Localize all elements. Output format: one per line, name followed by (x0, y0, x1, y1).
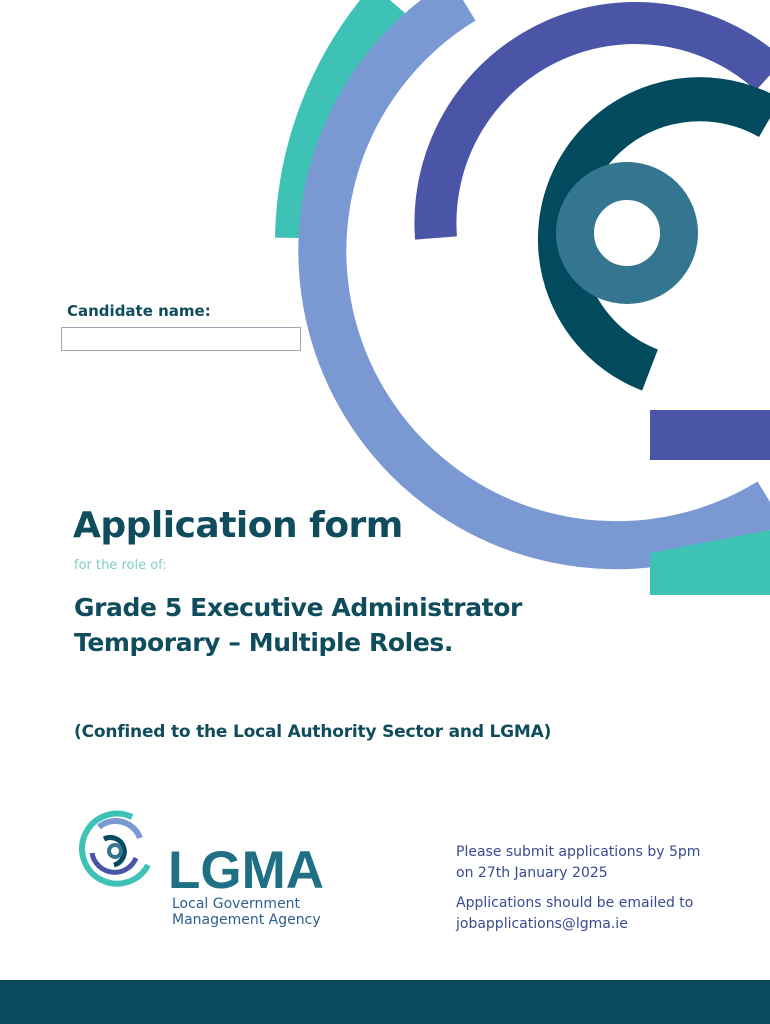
logo-wordmark: LGMA (168, 841, 325, 900)
page-title: Application form (73, 505, 403, 546)
email-instruction: Applications should be emailed to (456, 895, 694, 911)
lgma-logo-icon (72, 810, 162, 890)
logo-subtitle-line-2: Management Agency (172, 912, 321, 928)
candidate-name-label: Candidate name: (67, 302, 211, 320)
role-title-line-1: Grade 5 Executive Administrator (74, 593, 522, 622)
ring-mid-teal (575, 181, 679, 285)
eligibility-note: (Confined to the Local Authority Sector and LGMA) (74, 722, 552, 742)
bar-indigo (650, 410, 770, 460)
submission-info (456, 842, 756, 935)
footer-bar (0, 980, 770, 1024)
page-subtitle: for the role of: (74, 558, 167, 573)
deadline-line-1: Please submit applications by 5pm (456, 844, 701, 860)
role-title (74, 590, 634, 660)
deadline-line-2: on 27th January 2025 (456, 865, 608, 881)
logo-subtitle-line-1: Local Government (172, 896, 301, 912)
role-title-line-2: Temporary – Multiple Roles. (74, 628, 453, 657)
logo-subtitle (172, 896, 321, 928)
email-address[interactable]: jobapplications@lgma.ie (456, 916, 628, 932)
candidate-name-field[interactable] (61, 327, 301, 351)
